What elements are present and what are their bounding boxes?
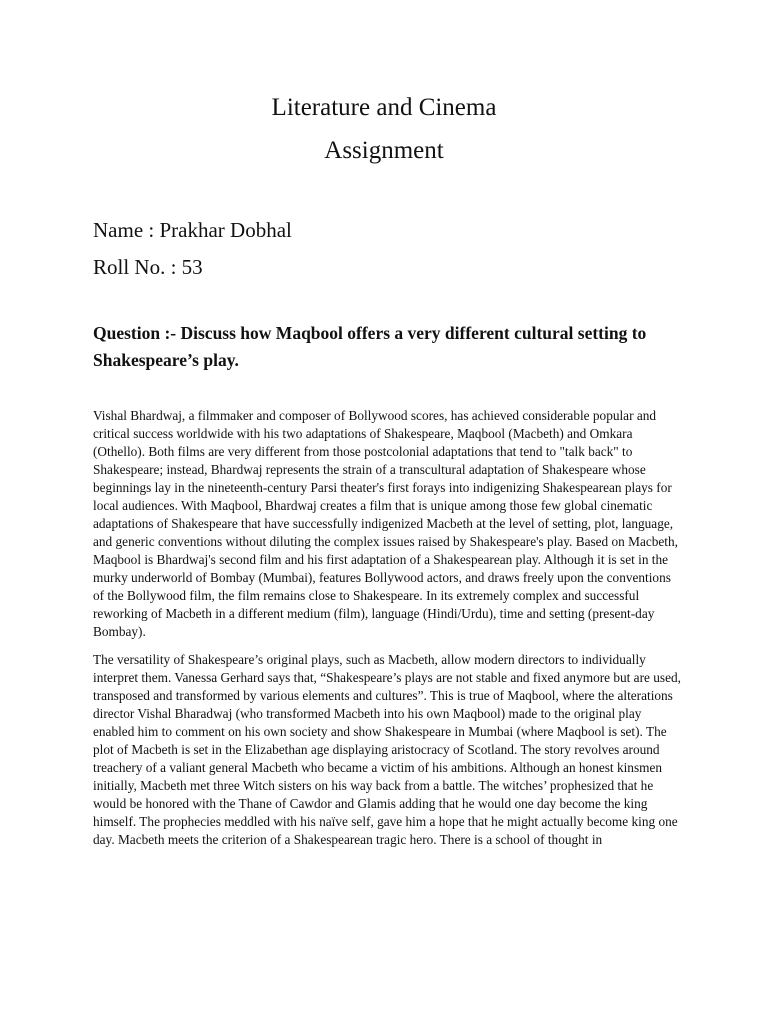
document-subtitle: Assignment [324, 137, 444, 164]
body-paragraph: Vishal Bhardwaj, a filmmaker and composer of Bollywood scores, has achieved considerable popular and critical success worldwide with his two adaptations of Shakespeare, Maqbool (Macbeth) and Omkara (Othello). Both films are very different from those postcolonial adaptations that tend to "talk back" to Shakespeare; instead, Bhardwaj represents the strain of a transcultural adaptation of Shakespeare whose beginnings lay in the nineteenth-century Parsi theater's first forays into indigenizing Shakespearean plays for local audiences. With Maqbool, Bhardwaj creates a film that is unique among those few global cinematic adaptations of Shakespeare that have successfully indigenized Macbeth at the level of setting, plot, language, and generic conventions without diluting the complex issues raised by Shakespeare's play. Based on Macbeth, Maqbool is Bhardwaj's second film and his first adaptation of a Shakespearean play. Although it is set in the murky underworld of Bombay (Mumbai), features Bollywood actors, and draws freely upon the conventions of the Bollywood film, the film remains close to Shakespeare. In its extremely complex and successful reworking of Macbeth in a different medium (film), language (Hindi/Urdu), time and setting (present-day Bombay). [93, 408, 678, 639]
document-title: Literature and Cinema [271, 94, 497, 121]
student-details [93, 212, 693, 286]
roll-number: Roll No. : 53 [93, 255, 203, 279]
title-block [0, 86, 768, 172]
body-paragraph: The versatility of Shakespeare’s original plays, such as Macbeth, allow modern directors to individually interpret them. Vanessa Gerhard says that, “Shakespeare’s plays are not stable and fixed anymore but are used, transposed and transformed by various elements and cultures”. This is true of Maqbool, where the alterations director Vishal Bharadwaj (who transformed Macbeth into his own Maqbool) made to the original play enabled him to comment on his own society and show Shakespeare in Mumbai (where Maqbool is set). The plot of Macbeth is set in the Elizabethan age displaying aristocracy of Scotland. The story revolves around treachery of a valiant general Macbeth who became a victim of his ambitions. Although an honest kinsmen initially, Macbeth met three Witch sisters on his way back from a battle. The witches’ prophesized that he would be honored with the Thane of Cawdor and Glamis adding that he would one day become the king himself. The prophecies meddled with his naïve self, gave him a hope that he might actually become king one day. Macbeth meets the criterion of a Shakespearean tragic hero. There is a school of thought in [93, 652, 681, 847]
essay-body [93, 407, 683, 859]
student-name: Name : Prakhar Dobhal [93, 218, 292, 242]
assignment-question: Question :- Discuss how Maqbool offers a very different cultural setting to Shakespeare’s play. [93, 323, 647, 370]
